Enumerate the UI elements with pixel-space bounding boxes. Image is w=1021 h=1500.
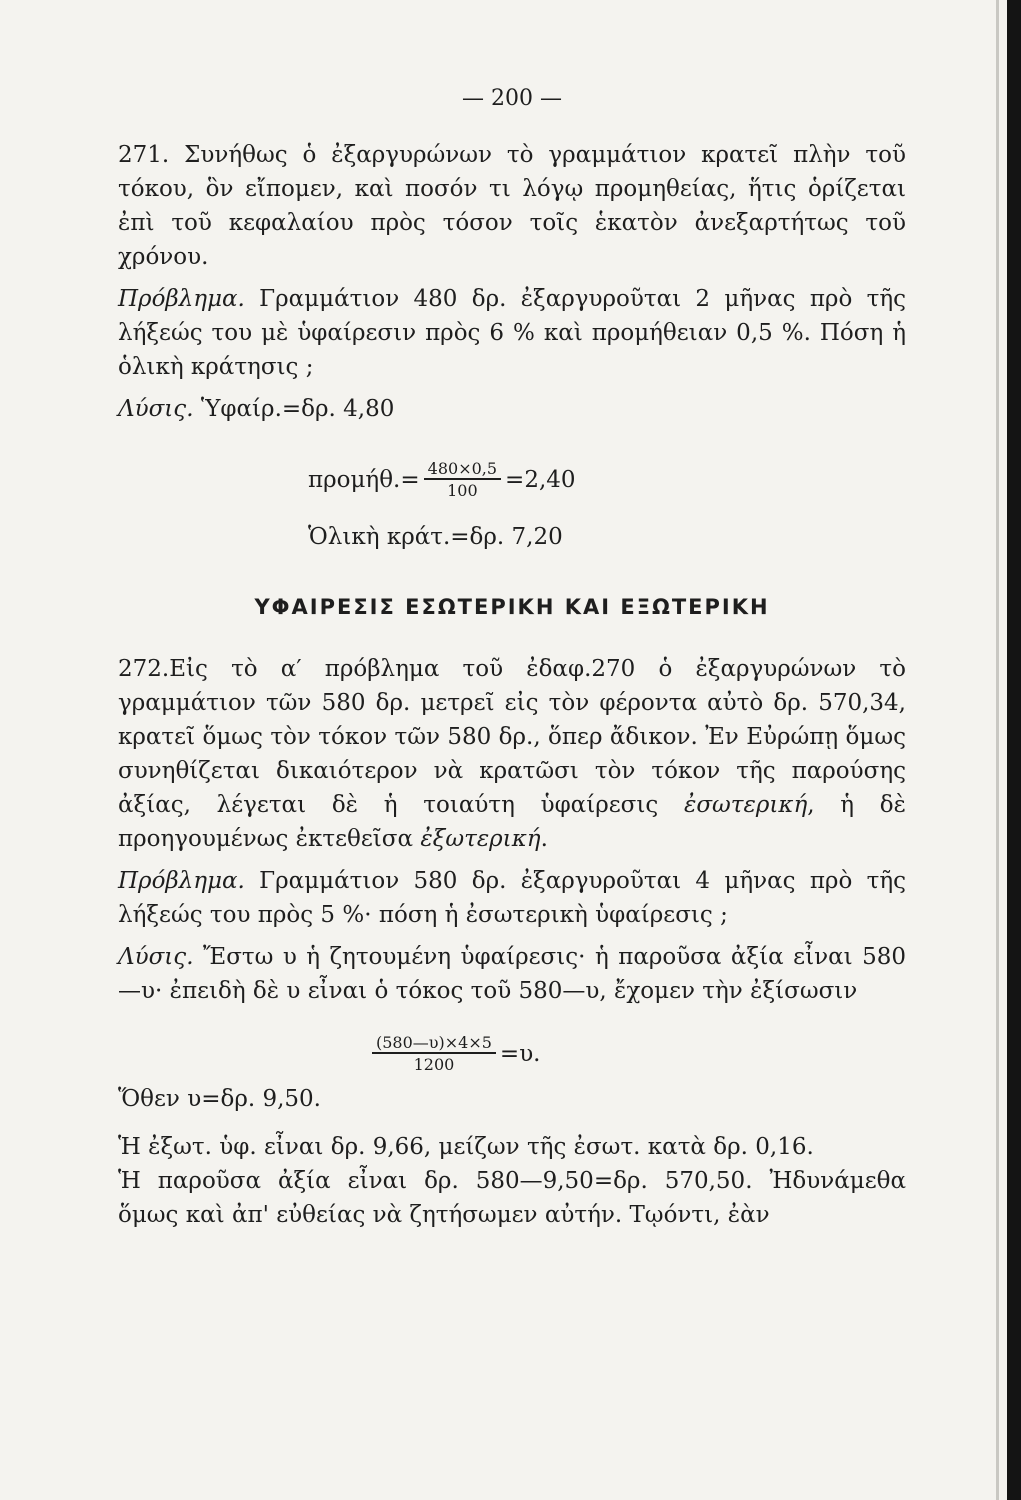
- scan-edge-line: [996, 0, 999, 1500]
- problem-1-text: Γραμμάτιον 480 δρ. ἐξαργυροῦται 2 μῆνας πρὸ τῆς λήξεώς του μὲ ὑφαίρεσιν πρὸς 6 % καὶ προμήθειαν 0,5 %. Πόση ἡ ὁλικὴ κράτησις ;: [118, 286, 906, 380]
- term-internal: ἐσωτερική: [683, 792, 808, 818]
- page-number: — 200 —: [462, 86, 562, 111]
- equation-commission: [308, 460, 906, 500]
- equation-internal: [368, 1034, 906, 1074]
- solution-1: [118, 392, 906, 426]
- eq3-denominator: 1200: [413, 1055, 455, 1074]
- eq1-fraction: [424, 460, 501, 500]
- line-present-value: Ἡ παροῦσα ἀξία εἶναι δρ. 580—9,50=δρ. 570,50. Ἠδυνάμεθα ὅμως καὶ ἀπ' εὐθείας νὰ ζητήσωμεν αὐτήν. Τῳόντι, ἐὰν: [118, 1168, 906, 1228]
- problem-1: [118, 282, 906, 384]
- paragraph-272: [118, 652, 906, 856]
- paragraph-272-part-a: 272.Εἰς τὸ α′ πρόβλημα τοῦ ἐδαφ.270 ὁ ἐξαργυρώνων τὸ γραμμάτιον τῶν 580 δρ. μετρεῖ εἰς τὸν φέροντα αὐτὸ δρ. 570,34, κρατεῖ ὅμως τὸν τόκον τῶν 580 δρ., ὅπερ ἄδικον. Ἐν Εὐρώπῃ ὅμως συνηθίζεται δικαιότερον νὰ κρατῶσι τὸν τόκον τῆς παρούσης ἀξίας, λέγεται δὲ ἡ τοιαύτη ὑφαίρεσις: [118, 656, 906, 818]
- equation-total: Ὁλικὴ κράτ.=δρ. 7,20: [308, 524, 563, 550]
- problem-2-label: Πρόβλημα.: [118, 868, 245, 894]
- line-external-discount: Ἡ ἐξωτ. ὑφ. εἶναι δρ. 9,66, μείζων τῆς ἐσωτ. κατὰ δρ. 0,16.: [118, 1134, 814, 1160]
- problem-2-text: Γραμμάτιον 580 δρ. ἐξαργυροῦται 4 μῆνας πρὸ τῆς λήξεώς του πρὸς 5 %· πόση ἡ ἐσωτερικὴ ὑφαίρεσις ;: [118, 868, 906, 928]
- solution-1-text: Ὑφαίρ.=δρ. 4,80: [193, 396, 395, 422]
- eq1-numerator: 480×0,5: [427, 459, 498, 478]
- eq1-left: προμήθ.=: [308, 467, 420, 493]
- solution-2-text: Ἔστω υ ἡ ζητουμένη ὑφαίρεσις· ἡ παροῦσα ἀξία εἶναι 580—υ· ἐπειδὴ δὲ υ εἶναι ὁ τόκος τοῦ 580—υ, ἔχομεν τὴν ἐξίσωσιν: [118, 944, 906, 1004]
- scan-edge-shadow: [1007, 0, 1021, 1500]
- eq1-right: =2,40: [505, 467, 576, 493]
- solution-2: [118, 940, 906, 1008]
- paragraph-272-part-b: , ἡ δὲ προηγουμένως ἐκτεθεῖσα: [118, 792, 906, 852]
- eq3-numerator: (580—υ)×4×5: [376, 1033, 492, 1052]
- section-heading: ΥΦΑΙΡΕΣΙΣ ΕΣΩΤΕΡΙΚΗ ΚΑΙ ΕΞΩΤΕΡΙΚΗ: [254, 595, 770, 619]
- page-content: [118, 82, 906, 1232]
- eq1-denominator: 100: [447, 481, 478, 500]
- solution-2-label: Λύσις.: [118, 944, 194, 970]
- paragraph-272-part-c: .: [540, 826, 548, 852]
- eq3-right: =υ.: [499, 1041, 541, 1067]
- term-external: ἐξωτερική: [420, 826, 541, 852]
- problem-2: [118, 864, 906, 932]
- problem-1-label: Πρόβλημα.: [118, 286, 245, 312]
- eq3-fraction: [372, 1034, 496, 1074]
- solution-1-label: Λύσις.: [118, 396, 194, 422]
- result-line: Ὅθεν υ=δρ. 9,50.: [118, 1086, 321, 1112]
- paragraph-271: 271. Συνήθως ὁ ἐξαργυρώνων τὸ γραμμάτιον κρατεῖ πλὴν τοῦ τόκου, ὃν εἴπομεν, καὶ ποσόν τι λόγῳ προμηθείας, ἥτις ὁρίζεται ἐπὶ τοῦ κεφαλαίου πρὸς τόσον τοῖς ἑκατὸν ἀνεξαρτήτως τοῦ χρόνου.: [118, 142, 906, 270]
